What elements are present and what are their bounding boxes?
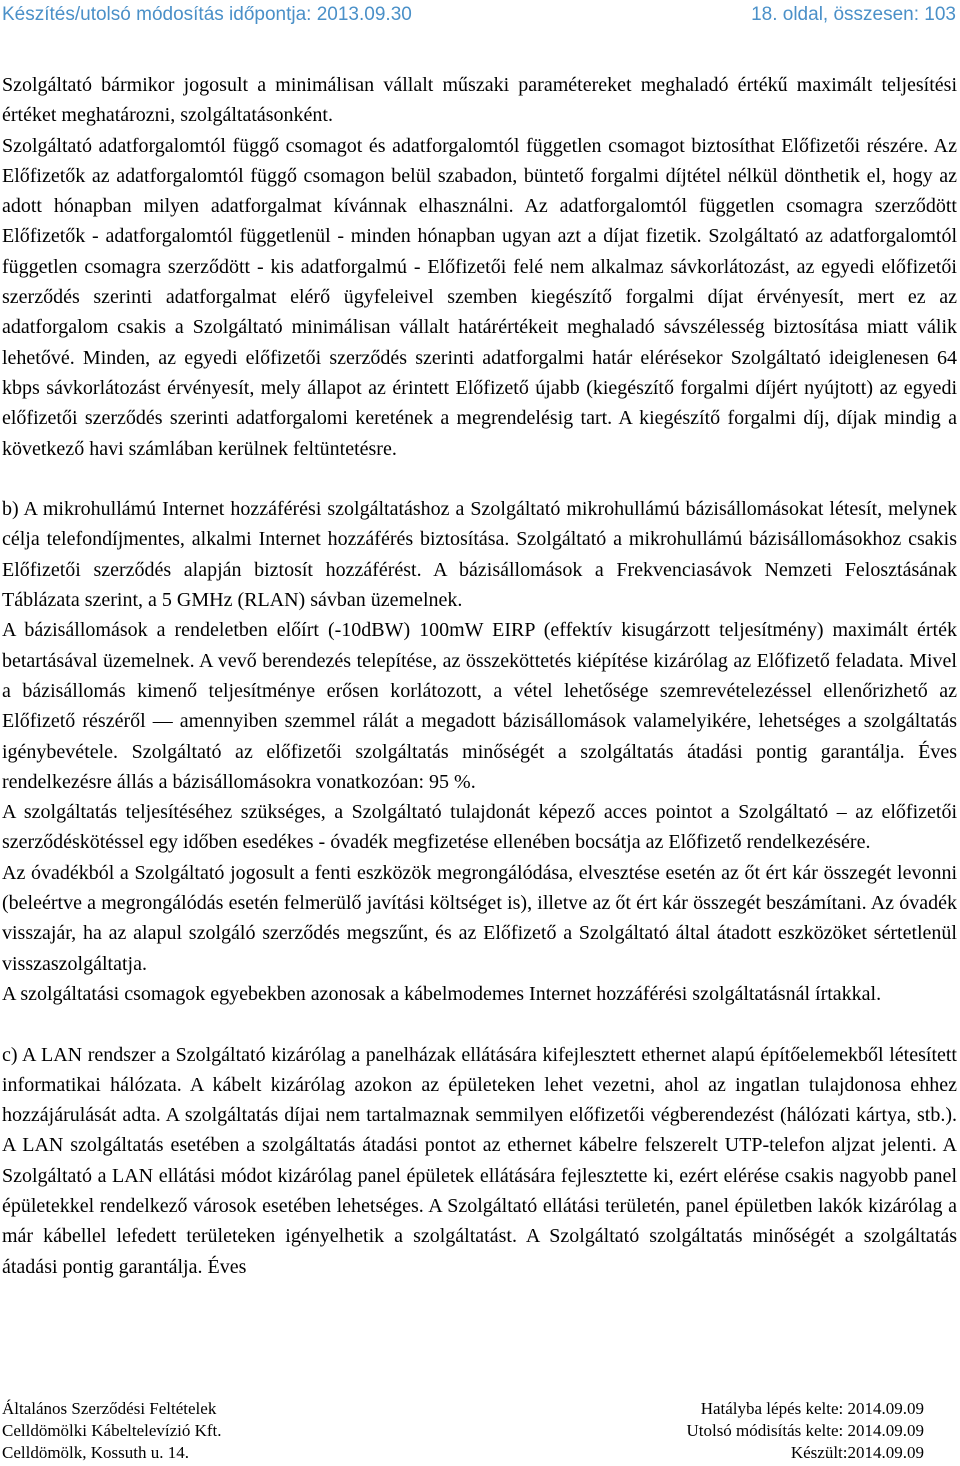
footer-document-title: Általános Szerződési Feltételek [2, 1399, 217, 1418]
paragraph: b) A mikrohullámú Internet hozzáférési szolgáltatáshoz a Szolgáltató mikrohullámú bázisállomásokat létesít, melynek célja telefondíjmentes, alkalmi Internet hozzáférés biztosítása. Szolgáltató a mikrohullámú bázisállomásokhoz csakis Előfizetői szerződés alapján biztosít hozzáférést. A bázisállomások a Frekvenciasávok Nemzeti Felosztásának Táblázata szerint, a 5 GMHz (RLAN) sávban üzemelnek. [2, 498, 957, 612]
paragraph: Az óvadékból a Szolgáltató jogosult a fenti eszközök megrongálódása, elvesztése esetén az őt ért kár összegét levonni (beleértve a megrongálódás esetén felmerülő javítási költséget is), illetve az őt ért kár összegét beszámítani. Az óvadék visszajár, ha az alapul szolgáló szerződés megszűnt, és az Előfizető a Szolgáltató által átadott eszközöket sértetlenül visszaszolgáltatja. [2, 861, 957, 975]
header-page-count: 18. oldal, összesen: 103 [751, 4, 956, 25]
page-header [2, 0, 956, 30]
document-body [2, 70, 957, 1282]
header-timestamp: Készítés/utolsó módosítás időpontja: 2013.09.30 [2, 4, 412, 25]
paragraph: Szolgáltató bármikor jogosult a minimálisan vállalt műszaki paramétereket meghaladó értékű maximált teljesítési értéket meghatározni, szolgáltatásonként. [2, 74, 957, 127]
footer-company-name: Celldömölki Kábeltelevízió Kft. [2, 1421, 222, 1440]
footer-modified-date: Utolsó módisítás kelte: 2014.09.09 [686, 1421, 924, 1440]
footer-effective-date: Hatályba lépés kelte: 2014.09.09 [700, 1399, 924, 1418]
footer-row [2, 1442, 924, 1464]
footer-row [2, 1420, 924, 1442]
paragraph: c) A LAN rendszer a Szolgáltató kizárólag a panelházak ellátására kifejlesztett ethernet alapú építőelemekből létesített informatikai hálózata. A kábelt kizárólag azokon az épületeken lehet vezetni, ahol az ingatlan tulajdonosa ehhez hozzájárulását adta. A szolgáltatás díjai nem tartalmaznak semmilyen előfizetői végberendezést (hálózati kártya, stb.). A LAN szolgáltatás esetében a szolgáltatás átadási pontot az ethernet kábelre felszerelt UTP-telefon aljzat jelenti. A Szolgáltató a LAN ellátási módot kizárólag panel épületek ellátására fejlesztette ki, ezért elérése csakis nagyobb panel épületekkel rendelkező városok esetében lehetséges. A Szolgáltató ellátási területén, panel épületben lakók kizárólag a már kábellel lefedett területeken igényelhetik a szolgáltatást. A Szolgáltató szolgáltatás minőségét a szolgáltatás átadási pontig garantálja. Éves [2, 1043, 957, 1278]
paragraph-gap [2, 464, 957, 494]
paragraph-gap [2, 1009, 957, 1039]
paragraph: Szolgáltató adatforgalomtól függő csomagot és adatforgalomtól független csomagot biztosíthat Előfizetői részére. Az Előfizetők az adatforgalomtól függő csomagon belül szabadon, büntető forgalmi díjtétel nélkül dönthetik el, hogy az adott hónapban milyen adatforgalmat kívánnak elhasználni. Az adatforgalomtól független csomagra szerződött Előfizetők - adatforgalomtól függetlenül - minden hónapban ugyan azt a díjat fizetik. Szolgáltató az adatforgalomtól független csomagra szerződött - kis adatforgalmú - Előfizetői felé nem alkalmaz sávkorlátozást, az egyedi előfizetői szerződés szerinti adatforgalmat elérő ügyfeleivel szemben kiegészítő forgalmi díjat érvényesít, mert ez az adatforgalom csakis a Szolgáltató minimálisan vállalt határértékeit meghaladó sávszélesség biztosítása miatt válik lehetővé. Minden, az egyedi előfizetői szerződés szerinti adatforgalmi határ elérésekor Szolgáltató ideiglenesen 64 kbps sávkorlátozást érvényesít, mely állapot az érintett Előfizető újabb (kiegészítő forgalmi díjért nyújtott) az egyedi előfizetői szerződés szerinti adatforgalomi keretének a megrendelésig tart. A kiegészítő forgalmi díj, díjak mindig a következő havi számlában kerülnek feltüntetésre. [2, 134, 957, 460]
footer-address: Celldömölk, Kossuth u. 14. [2, 1443, 190, 1462]
page-footer [2, 1398, 924, 1464]
footer-row [2, 1398, 924, 1420]
paragraph: A szolgáltatási csomagok egyebekben azonosak a kábelmodemes Internet hozzáférési szolgáltatásnál írtakkal. [2, 982, 882, 1005]
paragraph: A bázisállomások a rendeletben előírt (-10dBW) 100mW EIRP (effektív kisugárzott teljesítmény) maximált érték betartásával üzemelnek. A vevő berendezés telepítése, az összeköttetés kiépítése kizárólag az Előfizető feladata. Mivel a bázisállomás kimenő teljesítménye erősen korlátozott, a vétel lehetősége szemrevételezéssel ellenőrizhető az Előfizető részéről — amennyiben szemmel rálát a megadott bázisállomások valamelyikére, lehetséges a szolgáltatás igénybevétele. Szolgáltató az előfizetői szolgáltatás minőségét a szolgáltatás átadási pontig garantálja. Éves rendelkezésre állás a bázisállomásokra vonatkozóan: 95 %. [2, 619, 957, 793]
footer-created-date: Készült:2014.09.09 [790, 1443, 924, 1462]
paragraph: A szolgáltatás teljesítéséhez szükséges, a Szolgáltató tulajdonát képező acces pointot a Szolgáltató – az előfizetői szerződéskötéssel egy időben esedékes - óvadék megfizetése ellenében bocsátja az Előfizető rendelkezésére. [2, 801, 957, 854]
